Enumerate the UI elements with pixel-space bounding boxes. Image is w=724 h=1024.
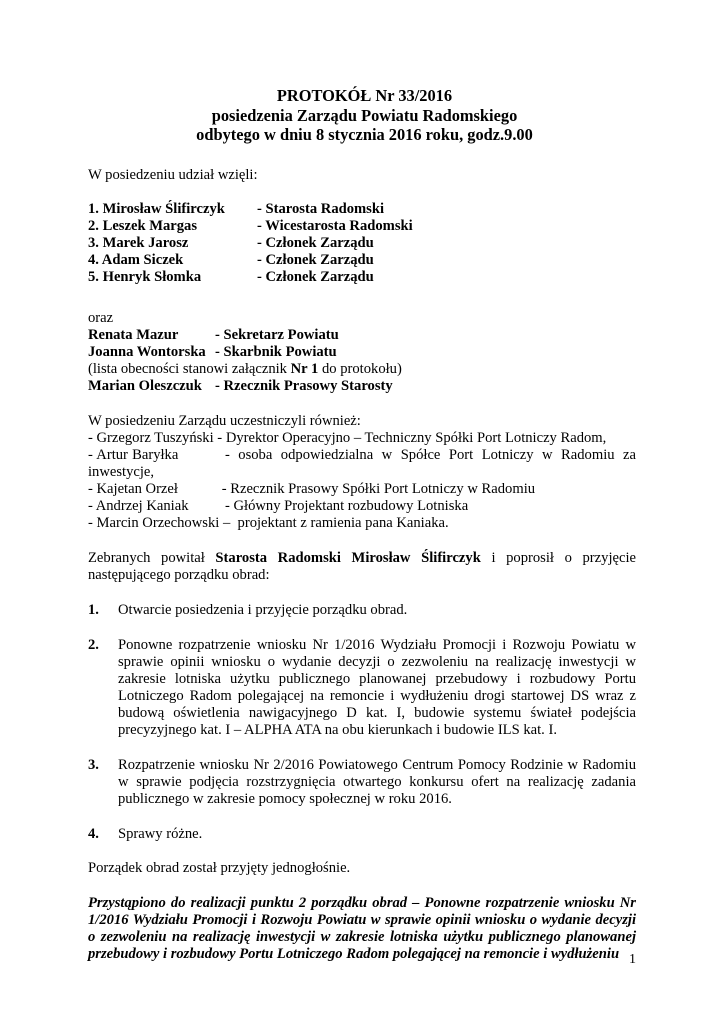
member-name: 5. Henryk Słomka xyxy=(88,268,202,285)
agenda-number: 1. xyxy=(88,601,99,618)
official-role: - Skarbnik Powiatu xyxy=(215,343,337,360)
guest-line: - Grzegorz Tuszyński - Dyrektor Operacyjno – Techniczny Spółki Port Lotniczy Radom, xyxy=(88,429,607,446)
official-row xyxy=(88,344,636,361)
agenda-item xyxy=(88,637,636,739)
member-role: - Starosta Radomski xyxy=(257,200,385,217)
guest-line: - Artur Baryłka - osoba odpowiedzialna w Spółce Port Lotniczy w Radomiu za inwestycje, xyxy=(88,446,640,480)
member-name: 3. Marek Jarosz xyxy=(88,234,189,251)
member-role: - Członek Zarządu xyxy=(257,234,374,251)
member-row xyxy=(88,201,413,218)
official-row xyxy=(88,327,636,344)
opening-paragraph xyxy=(88,549,640,584)
spokesman-row xyxy=(88,378,636,395)
agenda-text: Ponowne rozpatrzenie wniosku Nr 1/2016 Wydziału Promocji i Rozwoju Powiatu w sprawie opinii wniosku o wydanie decyzji o zezwoleniu na realizację inwestycji w zakresie lotniska użytku publicznego planowanej przebudowy i rozbudowy Portu Lotniczego Radom polegającej na remoncie i wydłużeniu drogi startowej DS wraz z budową oświetlenia nawigacyjnego D kat. I, budowie systemu świateł podejścia precyzyjnego kat. I – ALPHA ATA na obu kierunkach i budowie ILS kat. I. xyxy=(118,636,636,738)
item2-heading: Przystąpiono do realizacji punktu 2 porządku obrad – Ponowne rozpatrzenie wniosku Nr 1/2016 Wydziału Promocji i Rozwoju Powiatu w sprawie opinii wniosku o wydanie decyzji o zezwoleniu na realizację inwestycji w zakresie lotniska użytku publicznego planowanej przebudowy i rozbudowy Portu Lotniczego Radom polegającej na remoncie i wydłużeniu xyxy=(88,894,636,962)
agenda-text: Otwarcie posiedzenia i przyjęcie porządku obrad. xyxy=(118,601,408,618)
members-table xyxy=(88,201,413,286)
agenda-item xyxy=(88,826,636,843)
guest-line: - Andrzej Kaniak - Główny Projektant rozbudowy Lotniska xyxy=(88,497,469,514)
member-row xyxy=(88,269,413,286)
page-number: 1 xyxy=(629,952,636,967)
title-line-3: odbytego w dniu 8 stycznia 2016 roku, godz.9.00 xyxy=(196,125,533,144)
opening-starosta-name: Starosta Radomski Mirosław Ślifirczyk xyxy=(215,549,481,566)
member-name: 4. Adam Siczek xyxy=(88,251,184,268)
official-name: Renata Mazur xyxy=(88,326,179,343)
agenda-item xyxy=(88,757,636,808)
member-row xyxy=(88,252,413,269)
participants-intro: W posiedzeniu udział wzięli: xyxy=(88,166,258,183)
agenda-number: 2. xyxy=(88,636,99,653)
spokesman-name: Marian Oleszczuk xyxy=(88,377,202,394)
member-name: 1. Mirosław Ślifirczyk xyxy=(88,200,225,217)
guests-intro: W posiedzeniu Zarządu uczestniczyli również: xyxy=(88,412,361,429)
agenda-number: 3. xyxy=(88,756,99,773)
spokesman-role: - Rzecznik Prasowy Starosty xyxy=(215,377,393,394)
agenda-text: Rozpatrzenie wniosku Nr 2/2016 Powiatowego Centrum Pomocy Rodzinie w Radomiu w sprawie podjęcia rozstrzygnięcia otwartego konkursu ofert na realizację zadania publicznego w zakresie pomocy społecznej w roku 2016. xyxy=(118,756,636,807)
member-role: - Wicestarosta Radomski xyxy=(257,217,413,234)
attendance-note-text-end: do protokołu) xyxy=(318,360,402,377)
attendance-attachment-number: Nr 1 xyxy=(290,360,319,377)
document-title xyxy=(93,86,636,145)
member-row xyxy=(88,218,413,235)
agenda-item xyxy=(88,602,636,619)
opening-text: Zebranych powitał xyxy=(88,549,216,566)
member-role: - Członek Zarządu xyxy=(257,268,374,285)
guest-line: - Kajetan Orzeł - Rzecznik Prasowy Spółki Port Lotniczy w Radomiu xyxy=(88,480,536,497)
official-name: Joanna Wontorska xyxy=(88,343,206,360)
attendance-note xyxy=(88,361,636,378)
agenda-number: 4. xyxy=(88,825,99,842)
member-role: - Członek Zarządu xyxy=(257,251,374,268)
oraz-text: oraz xyxy=(88,309,114,326)
opening-text-end: i poprosił o przyjęcie następującego porządku obrad: xyxy=(88,549,640,583)
title-line-2: posiedzenia Zarządu Powiatu Radomskiego xyxy=(211,105,518,125)
guest-line: - Marcin Orzechowski – projektant z ramienia pana Kaniaka. xyxy=(88,514,449,531)
title-line-1: PROTOKÓŁ Nr 33/2016 xyxy=(276,86,453,105)
official-role: - Sekretarz Powiatu xyxy=(215,326,339,343)
attendance-note-text: (lista obecności stanowi załącznik xyxy=(88,360,291,377)
adopted-note: Porządek obrad został przyjęty jednogłośnie. xyxy=(88,859,351,876)
member-row xyxy=(88,235,413,252)
agenda-text: Sprawy różne. xyxy=(118,825,203,842)
member-name: 2. Leszek Margas xyxy=(88,217,198,234)
